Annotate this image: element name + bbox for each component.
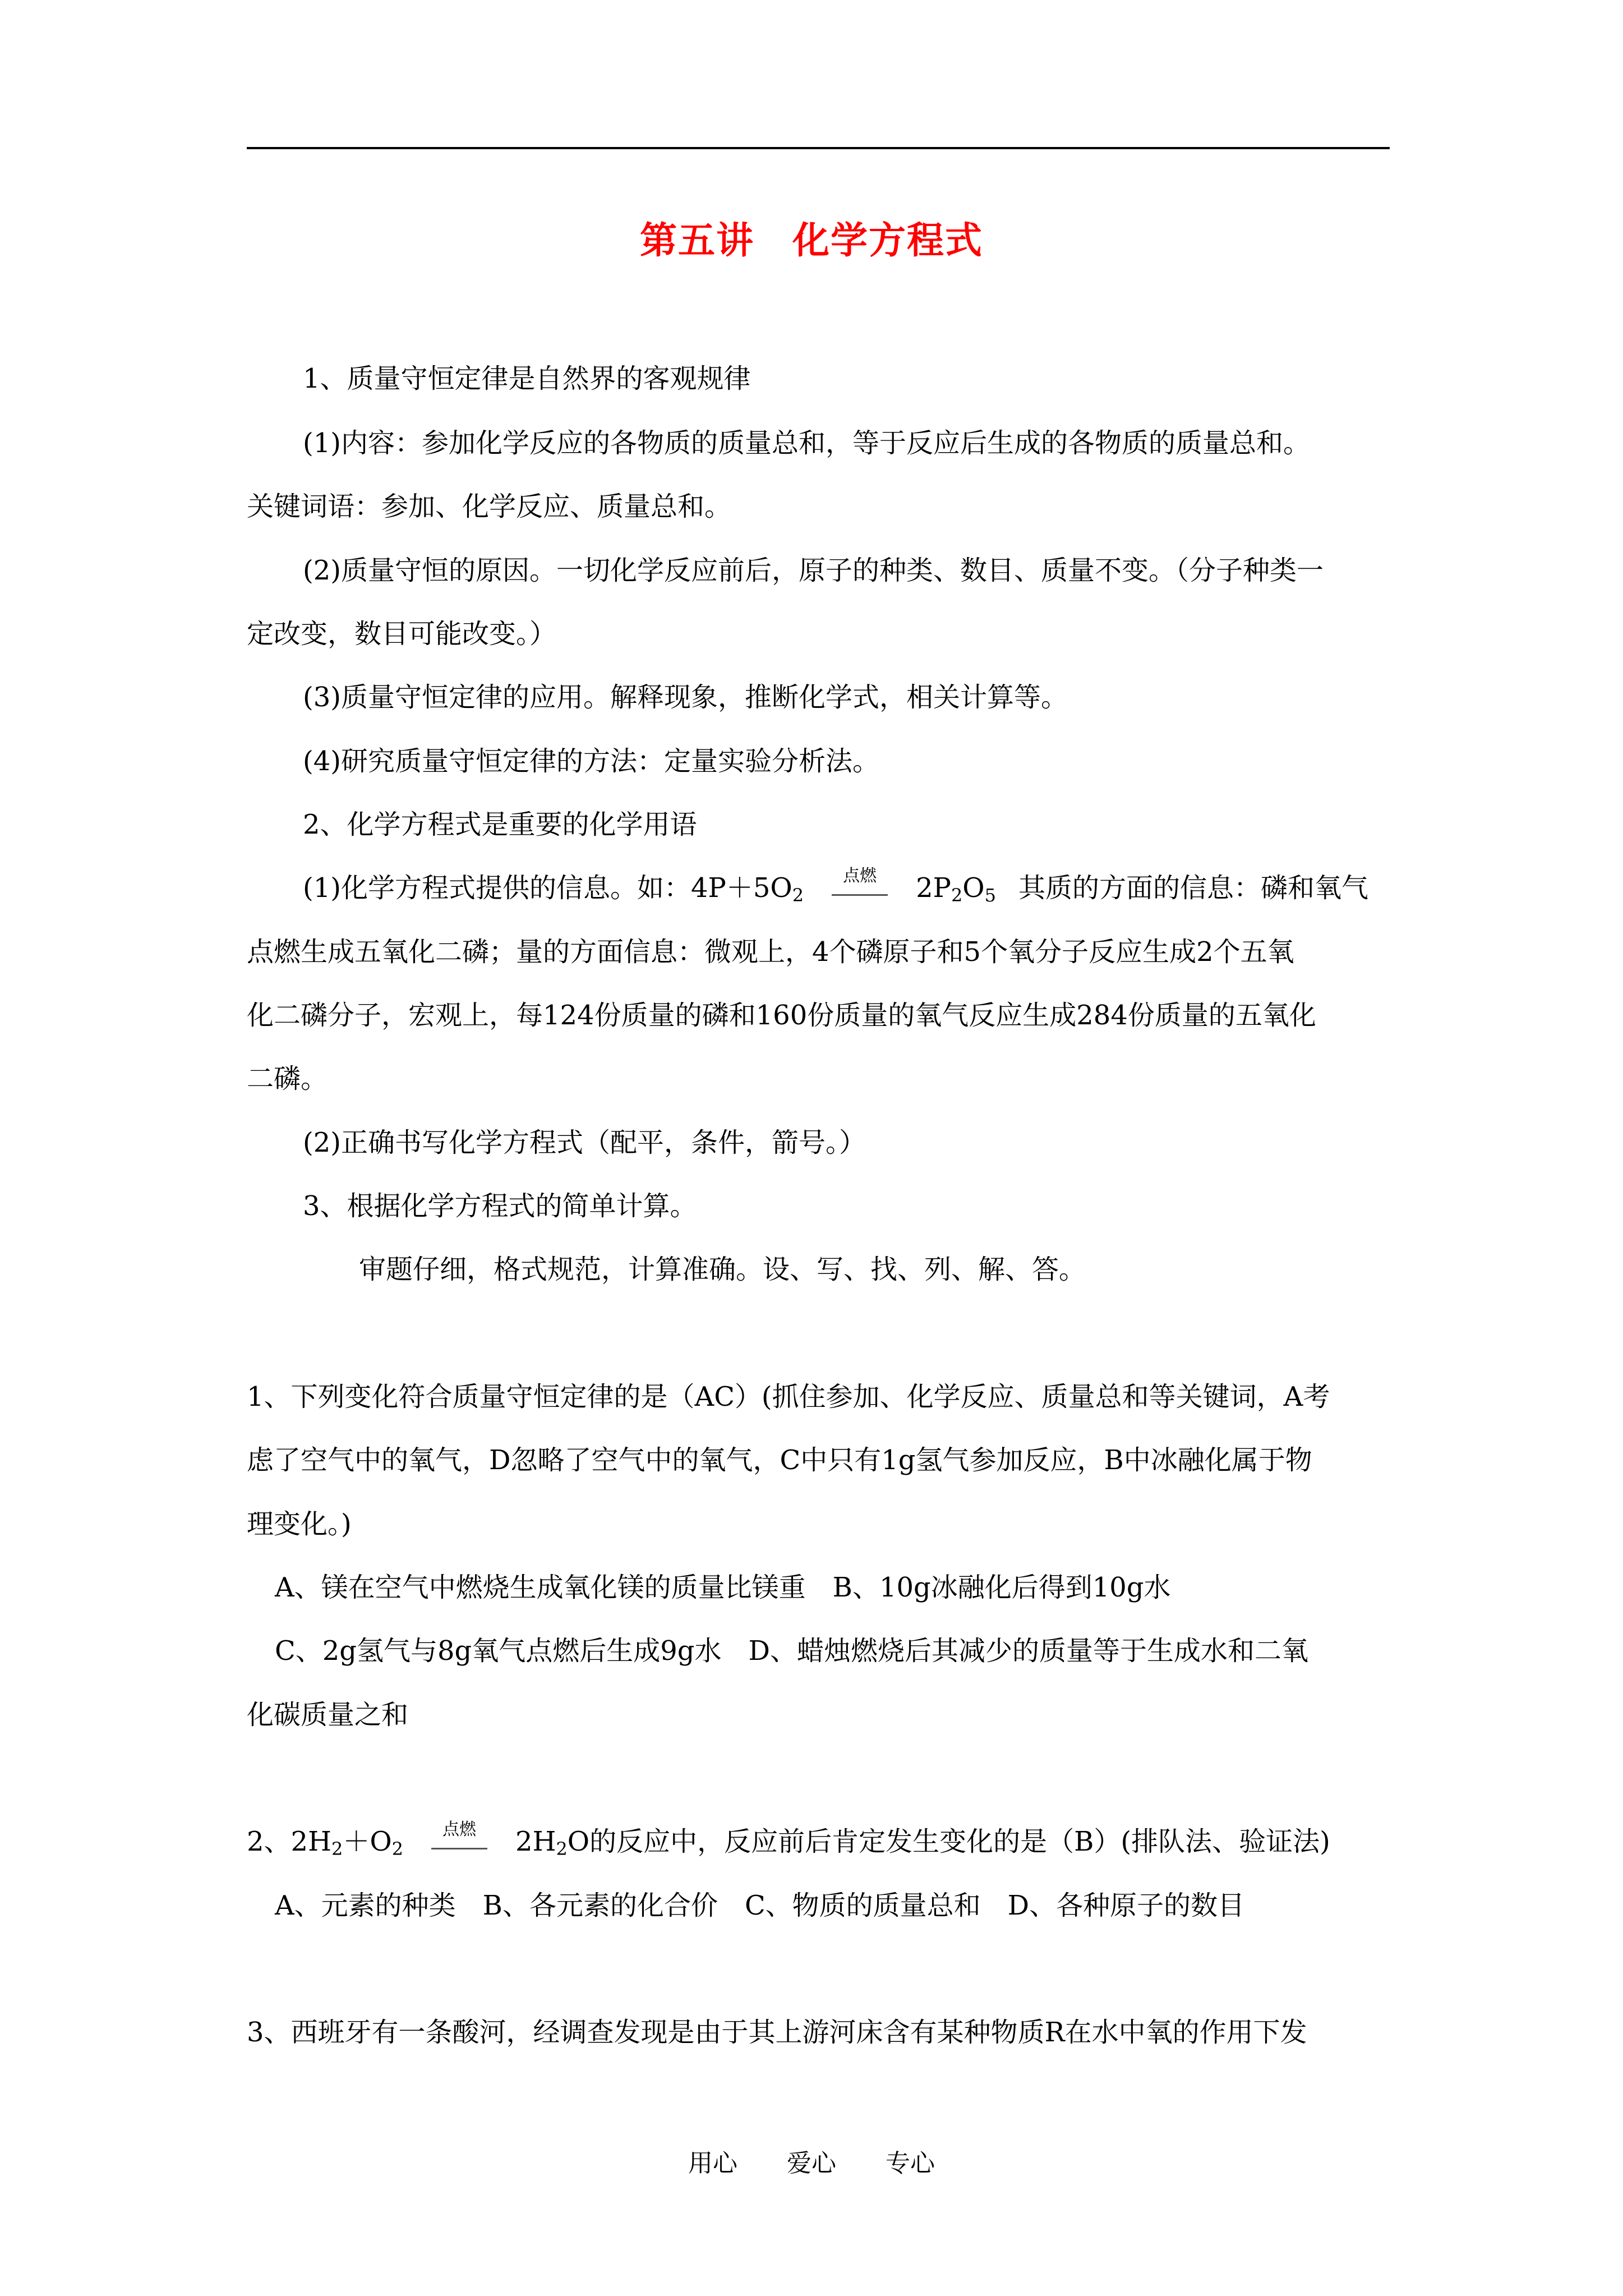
paragraph-line: 1、质量守恒定律是自然界的客观规律: [303, 363, 751, 394]
eq-text: 2P: [916, 872, 951, 904]
eq-text: 其质的方面的信息：磷和氧气: [1018, 872, 1369, 904]
paragraph-line: (2)正确书写化学方程式（配平，条件，箭号。）: [303, 1127, 866, 1158]
paragraph-line: (4)研究质量守恒定律的方法：定量实验分析法。: [303, 746, 879, 777]
reaction-condition: 点燃: [832, 859, 888, 896]
eq-text: ＋O: [343, 1826, 392, 1857]
eq-subscript: 2: [391, 1838, 404, 1860]
eq-subscript: 2: [556, 1838, 568, 1860]
paragraph-line: (2)质量守恒的原因。一切化学反应前后，原子的种类、数目、质量不变。（分子种类一: [303, 555, 1324, 586]
paragraph-line: 点燃生成五氧化二磷；量的方面信息：微观上，4个磷原子和5个氧分子反应生成2个五氧: [247, 936, 1294, 968]
answer-option: 化碳质量之和: [247, 1699, 409, 1731]
eq-text: (1)化学方程式提供的信息。如：4P＋5O: [303, 872, 792, 904]
paragraph-line: 定改变，数目可能改变。）: [247, 618, 557, 650]
paragraph-line: 2、化学方程式是重要的化学用语: [303, 809, 697, 840]
eq-text: O的反应中，反应前后肯定发生变化的是（B）(排队法、验证法): [567, 1826, 1330, 1857]
page-footer: 用心 爱心 专心: [688, 2149, 935, 2178]
answer-option: A、镁在空气中燃烧生成氧化镁的质量比镁重 B、10g冰融化后得到10g水: [275, 1572, 1171, 1603]
question-line: 理变化。): [247, 1508, 352, 1540]
eq-subscript: 2: [951, 885, 963, 906]
answer-option: A、元素的种类 B、各元素的化合价 C、物质的质量总和 D、各种原子的数目: [275, 1890, 1245, 1921]
header-rule: [247, 147, 1390, 149]
paragraph-line: (3)质量守恒定律的应用。解释现象，推断化学式，相关计算等。: [303, 682, 1068, 713]
page-title: 第五讲 化学方程式: [640, 218, 983, 262]
eq-text: 2H: [515, 1826, 556, 1857]
paragraph-line: 化二磷分子，宏观上，每124份质量的磷和160份质量的氧气反应生成284份质量的五氧化: [247, 1000, 1316, 1031]
paragraph-line: 审题仔细，格式规范，计算准确。设、写、找、列、解、答。: [359, 1254, 1086, 1285]
eq-subscript: 2: [792, 885, 804, 906]
paragraph-line: (1)内容：参加化学反应的各物质的质量总和，等于反应后生成的各物质的质量总和。: [303, 427, 1310, 459]
question-line: 3、西班牙有一条酸河，经调查发现是由于其上游河床含有某种物质R在水中氧的作用下发: [247, 2017, 1307, 2048]
paragraph-line: 二磷。: [247, 1063, 328, 1094]
eq-text: 2、2H: [247, 1826, 331, 1857]
eq-text: O: [962, 872, 985, 904]
equation-line: [247, 1820, 1330, 1866]
answer-option: C、2g氢气与8g氧气点燃后生成9g水 D、蜡烛燃烧后其减少的质量等于生成水和二氧: [275, 1635, 1309, 1667]
question-line: 1、下列变化符合质量守恒定律的是（AC）(抓住参加、化学反应、质量总和等关键词，A考: [247, 1381, 1330, 1412]
paragraph-line: 关键词语：参加、化学反应、质量总和。: [247, 491, 732, 522]
eq-subscript: 5: [984, 885, 997, 906]
reaction-condition: 点燃: [431, 1813, 487, 1849]
paragraph-line: 3、根据化学方程式的简单计算。: [303, 1190, 697, 1222]
question-line: 虑了空气中的氧气，D忽略了空气中的氧气，C中只有1g氢气参加反应，B中冰融化属于物: [247, 1444, 1312, 1476]
equation-line: [303, 866, 1369, 912]
eq-subscript: 2: [331, 1838, 343, 1860]
